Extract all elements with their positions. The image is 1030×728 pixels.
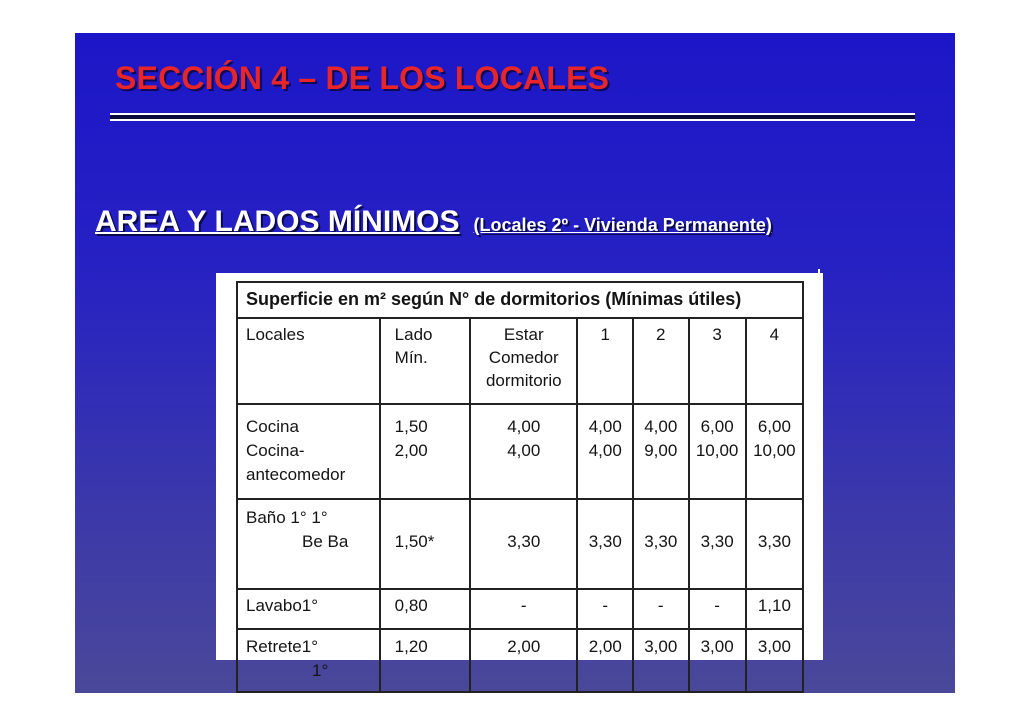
cell-text: Retrete1° xyxy=(246,637,319,656)
title-divider xyxy=(110,113,915,121)
cell-text: Be Ba xyxy=(302,532,349,551)
cell-locales: Lavabo1° xyxy=(237,589,380,629)
table-row-bano xyxy=(237,499,803,589)
cell-3: - xyxy=(689,589,746,629)
cell-3: 3,00 xyxy=(689,629,746,692)
cell-1: 2,00 xyxy=(577,629,633,692)
cell-text: 4,00 xyxy=(644,417,678,436)
header-estar-line: dormitorio xyxy=(485,371,562,390)
cell-text: 4,00 xyxy=(507,417,541,436)
header-estar xyxy=(470,318,577,404)
cell-4 xyxy=(746,404,803,499)
cell-lado: 1,50* xyxy=(380,499,470,589)
cell-2: 3,30 xyxy=(633,499,689,589)
table-caption: Superficie en m² según N° de dormitorios (Mínimas útiles) xyxy=(237,282,803,318)
cell-locales xyxy=(237,499,380,589)
table-header-row xyxy=(237,318,803,404)
cell-text: 9,00 xyxy=(644,441,678,460)
header-3: 3 xyxy=(689,318,746,404)
cell-1: - xyxy=(577,589,633,629)
cell-locales xyxy=(237,404,380,499)
cell-2 xyxy=(633,404,689,499)
cell-text: 10,00 xyxy=(695,441,739,460)
slide xyxy=(75,33,955,693)
cell-text: 6,00 xyxy=(700,417,734,436)
table-row-lavabo xyxy=(237,589,803,629)
cell-text: 4,00 xyxy=(588,441,622,460)
cell-2: - xyxy=(633,589,689,629)
cell-1 xyxy=(577,404,633,499)
cell-3 xyxy=(689,404,746,499)
section-heading-note: (Locales 2º - Vivienda Permanente) xyxy=(473,215,772,235)
cell-estar: 2,00 xyxy=(470,629,577,692)
header-estar-line: Comedor xyxy=(488,348,559,367)
cell-4: 1,10 xyxy=(746,589,803,629)
cell-estar: 3,30 xyxy=(470,499,577,589)
table-row-retrete xyxy=(237,629,803,692)
section-heading xyxy=(95,205,772,239)
cell-text: Baño 1° 1° xyxy=(246,508,328,527)
cell-estar: - xyxy=(470,589,577,629)
cell-lado: 0,80 xyxy=(380,589,470,629)
cell-estar xyxy=(470,404,577,499)
table-image xyxy=(216,273,823,680)
minimum-areas-table xyxy=(236,281,804,693)
section-heading-main: AREA Y LADOS MÍNIMOS xyxy=(95,205,460,238)
table-row-cocina xyxy=(237,404,803,499)
header-2: 2 xyxy=(633,318,689,404)
cell-4: 3,00 xyxy=(746,629,803,692)
header-locales: Locales xyxy=(237,318,380,404)
cell-text: Cocina- xyxy=(246,441,305,460)
cell-text: 4,00 xyxy=(507,441,541,460)
header-1: 1 xyxy=(577,318,633,404)
cell-text: 6,00 xyxy=(757,417,791,436)
cell-3: 3,30 xyxy=(689,499,746,589)
cell-text: Cocina xyxy=(246,417,299,436)
header-estar-line: Estar xyxy=(503,325,544,344)
cell-text: 1,50 xyxy=(394,417,428,436)
header-lado xyxy=(380,318,470,404)
cell-text: 1° xyxy=(312,661,329,680)
slide-title: SECCIÓN 4 – DE LOS LOCALES xyxy=(115,60,610,96)
cell-2: 3,00 xyxy=(633,629,689,692)
header-4: 4 xyxy=(746,318,803,404)
cell-lado xyxy=(380,404,470,499)
header-lado-line: Lado xyxy=(394,325,433,344)
cell-text: 10,00 xyxy=(753,441,796,460)
cell-text: antecomedor xyxy=(246,465,346,484)
cell-text: 4,00 xyxy=(588,417,622,436)
cell-text: 2,00 xyxy=(394,441,428,460)
cell-lado: 1,20 xyxy=(380,629,470,692)
cell-1: 3,30 xyxy=(577,499,633,589)
cell-locales xyxy=(237,629,380,692)
header-lado-line: Mín. xyxy=(394,348,428,367)
cell-4: 3,30 xyxy=(746,499,803,589)
